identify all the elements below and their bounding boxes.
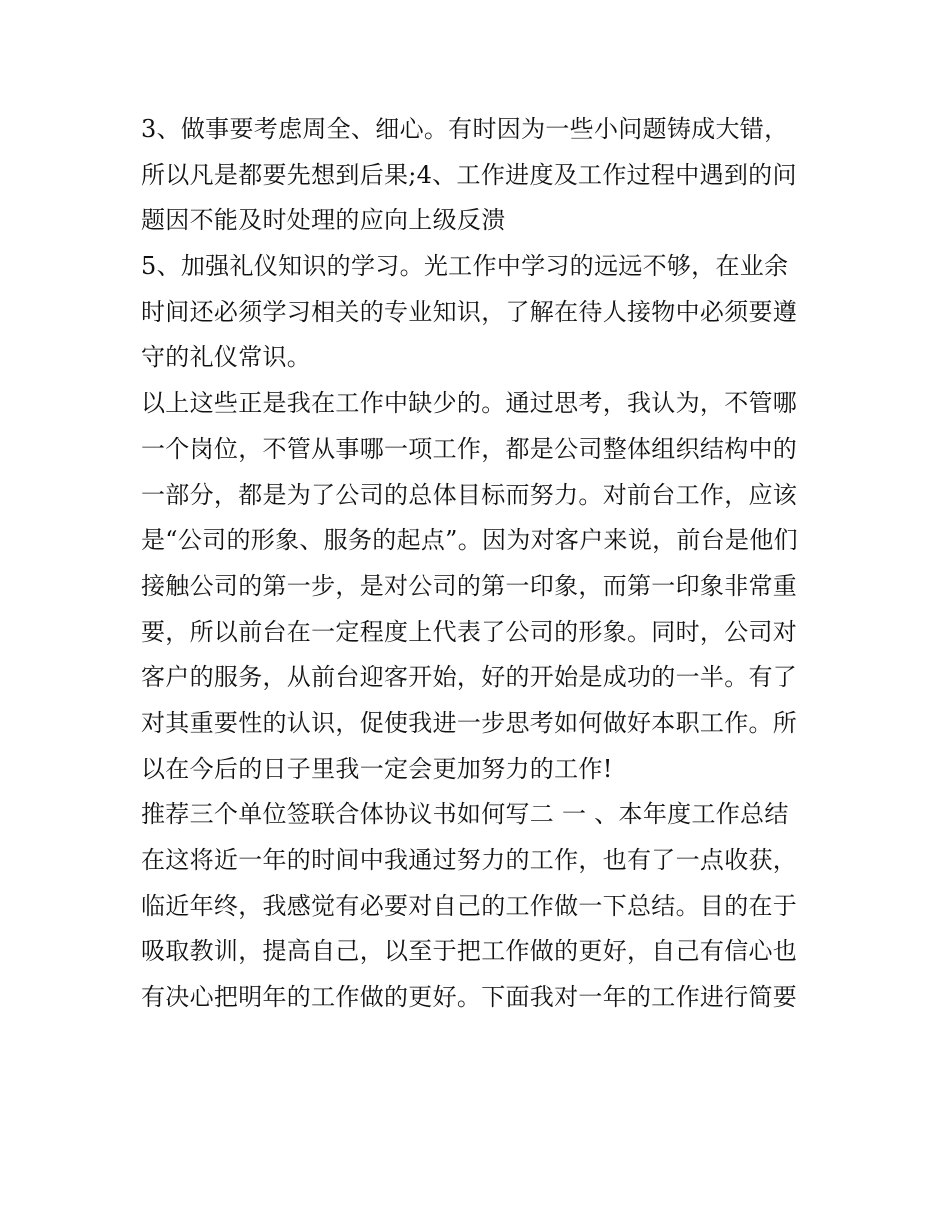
body-text [141, 107, 813, 1021]
text-line: 有决心把明年的工作做的更好。下面我对一年的工作进行简要 [141, 983, 798, 1012]
text-line: 客户的服务，从前台迎客开始，好的开始是成功的一半。有了 [141, 663, 798, 692]
text-line: 5、加强礼仪知识的学习。光工作中学习的远远不够，在业余 [141, 252, 789, 281]
text-line: 推荐三个单位签联合体协议书如何写二 一 、本年度工作总结 [141, 800, 789, 829]
text-line: 3、做事要考虑周全、细心。有时因为一些小问题铸成大错， [141, 115, 789, 143]
text-line: 在这将近一年的时间中我通过努力的工作，也有了一点收获， [141, 846, 798, 874]
text-line: 一部分，都是为了公司的总体目标而努力。对前台工作，应该 [141, 480, 798, 509]
text-line: 守的礼仪常识。 [141, 343, 312, 372]
text-line: 接触公司的第一步，是对公司的第一印象，而第一印象非常重 [141, 571, 798, 600]
text-line: 一个岗位，不管从事哪一项工作，都是公司整体组织结构中的 [141, 434, 798, 463]
text-line: 是“公司的形象、服务的起点”。因为对客户来说，前台是他们 [141, 526, 798, 555]
text-line: 时间还必须学习相关的专业知识，了解在待人接物中必须要遵 [141, 297, 798, 326]
text-line: 临近年终，我感觉有必要对自己的工作做一下总结。目的在于 [141, 891, 798, 920]
text-line: 对其重要性的认识，促使我进一步思考如何做好本职工作。所 [141, 708, 798, 737]
text-line: 以在今后的日子里我一定会更加努力的工作! [141, 754, 613, 783]
text-line: 要，所以前台在一定程度上代表了公司的形象。同时，公司对 [141, 617, 798, 646]
text-line: 题因不能及时处理的应向上级反溃 [141, 206, 506, 235]
text-line: 所以凡是都要先想到后果;4、工作进度及工作过程中遇到的问 [141, 160, 797, 189]
text-line: 吸取教训，提高自己，以至于把工作做的更好，自己有信心也 [141, 937, 798, 966]
text-line: 以上这些正是我在工作中缺少的。通过思考，我认为，不管哪 [141, 389, 798, 418]
